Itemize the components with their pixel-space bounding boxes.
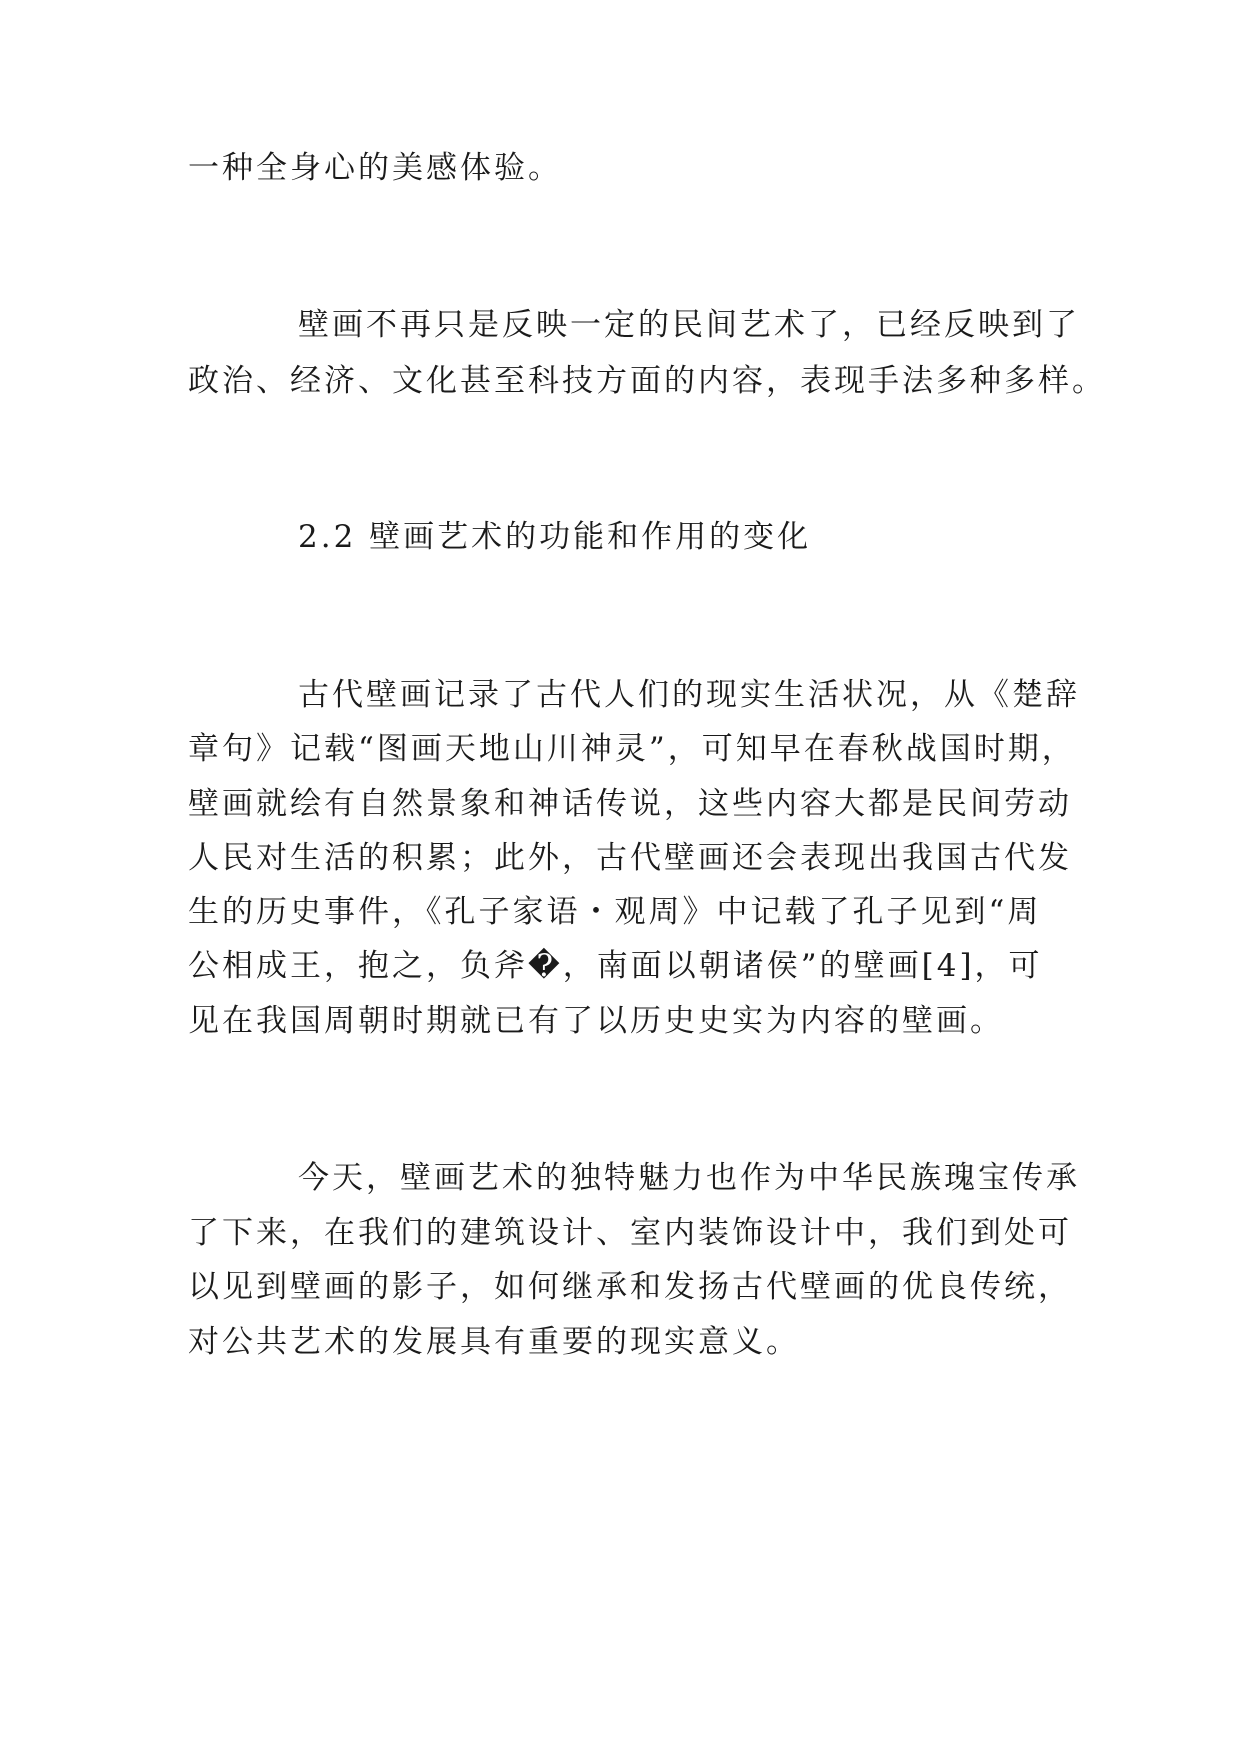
paragraph-3-line-1: 古代壁画记录了古代人们的现实生活状况，从《楚辞 (298, 677, 1080, 713)
paragraph-3-line-4: 人民对生活的积累；此外，古代壁画还会表现出我国古代发 (188, 840, 1072, 876)
paragraph-4-line-4: 对公共艺术的发展具有重要的现实意义。 (188, 1324, 800, 1360)
paragraph-3-line-6: 公相成王，抱之，负斧�，南面以朝诸侯”的壁画[4]，可 (188, 948, 1043, 984)
paragraph-1-line-1: 一种全身心的美感体验。 (188, 150, 562, 186)
paragraph-4-line-1: 今天，壁画艺术的独特魅力也作为中华民族瑰宝传承 (298, 1160, 1080, 1196)
paragraph-2-line-1: 壁画不再只是反映一定的民间艺术了，已经反映到了 (298, 307, 1080, 343)
paragraph-3-line-2: 章句》记载“图画天地山川神灵”，可知早在春秋战国时期， (188, 731, 1076, 767)
paragraph-3-line-5: 生的历史事件，《孔子家语・观周》中记载了孔子见到“周 (188, 894, 1042, 930)
paragraph-2-line-2: 政治、经济、文化甚至科技方面的内容，表现手法多种多样。 (188, 363, 1106, 399)
paragraph-4-line-2: 了下来，在我们的建筑设计、室内装饰设计中，我们到处可 (188, 1215, 1072, 1251)
paragraph-3-line-3: 壁画就绘有自然景象和神话传说，这些内容大都是民间劳动 (188, 786, 1072, 822)
paragraph-4-line-3: 以见到壁画的影子，如何继承和发扬古代壁画的优良传统， (188, 1269, 1072, 1305)
paragraph-3-line-7: 见在我国周朝时期就已有了以历史史实为内容的壁画。 (188, 1003, 1004, 1039)
section-heading: 2.2 壁画艺术的功能和作用的变化 (298, 519, 812, 555)
